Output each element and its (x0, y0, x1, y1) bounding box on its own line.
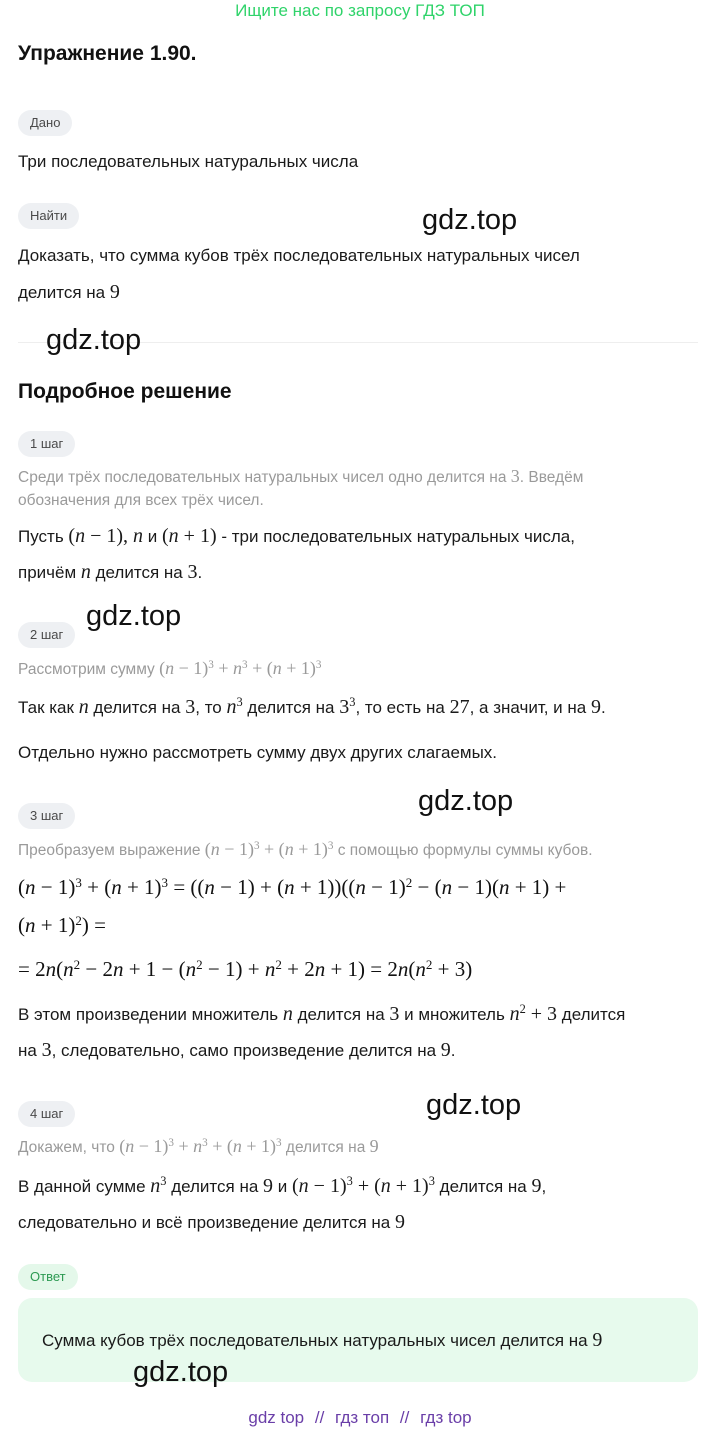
step-3-formula-line-2: $(n + 1)^2$) = (18, 912, 106, 937)
step-1-text-line-2: причём n делится на 3. (18, 561, 203, 583)
step-3-chip: 3 шаг (18, 803, 75, 829)
footer-separator: // (399, 1408, 410, 1427)
top-banner[interactable]: Ищите нас по запросу ГДЗ ТОП (235, 1, 485, 20)
footer-separator: // (314, 1408, 325, 1427)
given-text: Три последовательных натуральных числа (18, 152, 359, 171)
step-4-text-line-2: следовательно и всё произведение делится на 9 (18, 1211, 405, 1233)
watermark: gdz.top (133, 1356, 229, 1388)
answer-text: Сумма кубов трёх последовательных натуральных чисел делится на 9 (42, 1329, 603, 1351)
solution-heading: Подробное решение (18, 380, 232, 403)
watermark: gdz.top (422, 204, 518, 236)
answer-chip: Ответ (18, 1264, 78, 1290)
watermark: gdz.top (46, 324, 142, 356)
find-text-line-2: делится на 9 (18, 281, 120, 303)
footer-link-gdz-top-ru[interactable]: гдз топ (335, 1408, 390, 1427)
step-2-text-line-2: Отдельно нужно рассмотреть сумму двух других слагаемых. (18, 743, 498, 762)
find-text-line-1: Доказать, что сумма кубов трёх последовательных натуральных чисел (18, 246, 580, 265)
step-4-text-line-1: В данной сумме $n^3$ делится на 9 и $(n - 1)^3 + (n + 1)^3$ делится на 9, (18, 1174, 547, 1197)
step-2-text-line-1: Так как n делится на 3, то $n^3$ делится на $3^3$, то есть на 27, а значит, и на 9. (18, 695, 606, 718)
watermark: gdz.top (86, 600, 182, 632)
step-2-note: Рассмотрим сумму $(n - 1)^3 + n^3 + (n + 1)^3$ (18, 658, 322, 678)
step-3-formula-line-1: $(n - 1)^3 + (n + 1)^3 = ((n - 1) + (n + 1))((n - 1)^2 - (n - 1)(n + 1)$ + (18, 874, 567, 899)
step-3-text-line-2: на 3, следовательно, само произведение делится на 9. (18, 1039, 456, 1061)
step-4-note: Докажем, что $(n - 1)^3 + n^3 + (n + 1)^3$ делится на 9 (18, 1136, 379, 1156)
step-1-text-line-1: Пусть (n − 1), n и (n + 1) - три последовательных натуральных числа, (18, 525, 575, 547)
step-3-note: Преобразуем выражение $(n - 1)^3 + (n + 1)^3$ с помощью формулы суммы кубов. (18, 839, 593, 859)
footer-link-gdz-top-mixed[interactable]: гдз top (420, 1408, 472, 1427)
watermark: gdz.top (418, 785, 514, 817)
step-2-chip: 2 шаг (18, 622, 75, 648)
step-1-note: Среди трёх последовательных натуральных чисел одно делится на 3. Введём обозначения для всех трёх чисел. (18, 466, 584, 509)
find-chip: Найти (18, 203, 79, 229)
exercise-title: Упражнение 1.90. (18, 42, 197, 65)
given-chip: Дано (18, 110, 72, 136)
footer-link-gdz-top[interactable]: gdz top (248, 1408, 305, 1427)
step-4-chip: 4 шаг (18, 1101, 75, 1127)
footer-links (0, 1408, 720, 1428)
step-1-chip: 1 шаг (18, 431, 75, 457)
step-3-text-line-1: В этом произведении множитель n делится на 3 и множитель $n^2 + 3$ делится (18, 1002, 626, 1025)
watermark: gdz.top (426, 1089, 522, 1121)
step-3-formula-line-3: = $2n(n^2 - 2n + 1 - (n^2 - 1) + n^2 + 2n + 1) = 2n(n^2 + 3)$ (18, 956, 473, 981)
